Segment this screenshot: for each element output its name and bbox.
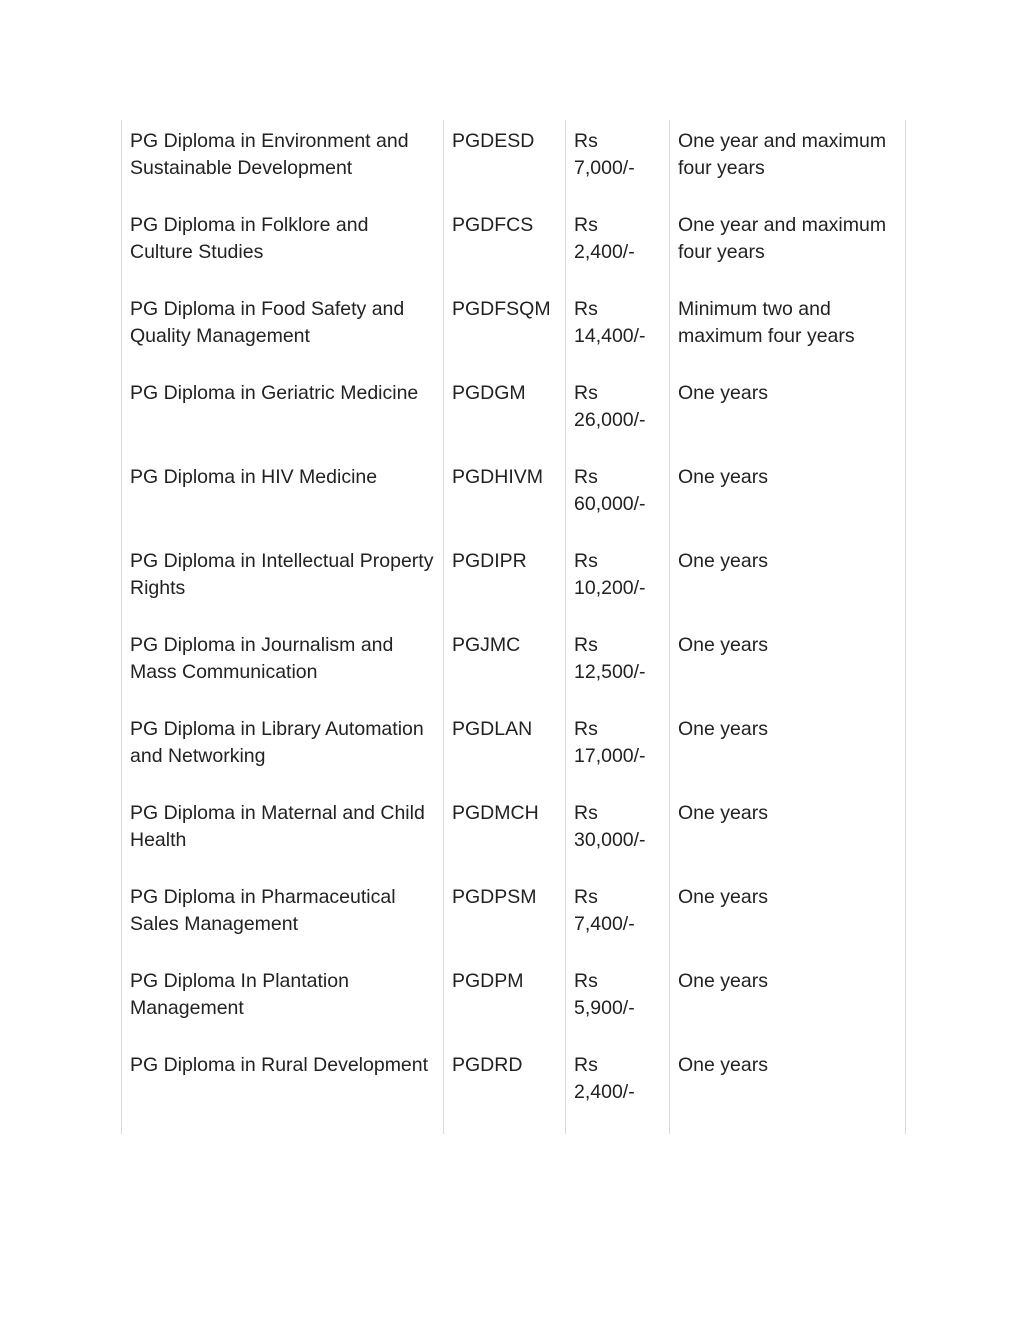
fee-amount: 10,200/- (574, 577, 646, 599)
table-row (122, 288, 906, 372)
fee-amount: 7,400/- (574, 913, 635, 935)
program-name (122, 204, 444, 288)
table-row (122, 876, 906, 960)
program-duration (670, 792, 906, 876)
program-name-text: PG Diploma in Pharmaceutical Sales Management (130, 886, 396, 935)
fee-currency: Rs (574, 886, 598, 908)
program-duration-text: One years (678, 970, 768, 992)
program-duration-text: One years (678, 466, 768, 488)
fee-currency: Rs (574, 802, 598, 824)
program-name-text: PG Diploma in Intellectual Property Rights (130, 550, 434, 599)
program-fee (566, 204, 670, 288)
program-duration (670, 960, 906, 1044)
program-duration (670, 204, 906, 288)
program-duration-text: One years (678, 634, 768, 656)
program-code (444, 456, 566, 540)
program-duration-text: One years (678, 718, 768, 740)
program-fee (566, 708, 670, 792)
program-duration-text: One years (678, 1054, 768, 1076)
program-fee (566, 1044, 670, 1134)
program-name (122, 540, 444, 624)
fee-amount: 26,000/- (574, 409, 646, 431)
program-duration (670, 624, 906, 708)
program-duration (670, 288, 906, 372)
program-name (122, 1044, 444, 1134)
program-duration-text: One years (678, 382, 768, 404)
table-row (122, 708, 906, 792)
fee-currency: Rs (574, 550, 598, 572)
table-row (122, 372, 906, 456)
program-name (122, 372, 444, 456)
program-name-text: PG Diploma in Journalism and Mass Communication (130, 634, 394, 683)
program-code-text: PGDIPR (452, 550, 527, 572)
fee-currency: Rs (574, 298, 598, 320)
table-row (122, 120, 906, 204)
program-fee (566, 960, 670, 1044)
fee-amount: 30,000/- (574, 829, 646, 851)
program-code (444, 624, 566, 708)
table-row (122, 1044, 906, 1134)
program-duration-text: One years (678, 886, 768, 908)
table-row (122, 624, 906, 708)
program-fee (566, 372, 670, 456)
program-code (444, 288, 566, 372)
program-code-text: PGJMC (452, 634, 521, 656)
program-code-text: PGDGM (452, 382, 526, 404)
program-duration (670, 456, 906, 540)
program-code-text: PGDFSQM (452, 298, 551, 320)
program-name-text: PG Diploma in Library Automation and Networking (130, 718, 424, 767)
fee-amount: 5,900/- (574, 997, 635, 1019)
program-name-text: PG Diploma in Geriatric Medicine (130, 382, 419, 404)
program-code (444, 204, 566, 288)
program-duration-text: One years (678, 802, 768, 824)
fee-currency: Rs (574, 970, 598, 992)
fee-currency: Rs (574, 214, 598, 236)
program-code-text: PGDHIVM (452, 466, 544, 488)
program-table (121, 120, 906, 1134)
program-code-text: PGDPM (452, 970, 524, 992)
program-name (122, 960, 444, 1044)
program-fee (566, 120, 670, 204)
program-name-text: PG Diploma In Plantation Management (130, 970, 349, 1019)
program-name (122, 288, 444, 372)
program-code-text: PGDPSM (452, 886, 537, 908)
table-row (122, 204, 906, 288)
table-row (122, 540, 906, 624)
program-fee (566, 876, 670, 960)
program-name (122, 708, 444, 792)
fee-amount: 60,000/- (574, 493, 646, 515)
fee-amount: 2,400/- (574, 241, 635, 263)
program-fee (566, 540, 670, 624)
program-code (444, 876, 566, 960)
program-code-text: PGDMCH (452, 802, 539, 824)
fee-amount: 2,400/- (574, 1081, 635, 1103)
program-code (444, 792, 566, 876)
fee-amount: 12,500/- (574, 661, 646, 683)
program-name-text: PG Diploma in Folklore and Culture Studies (130, 214, 369, 263)
program-duration (670, 540, 906, 624)
program-name (122, 876, 444, 960)
program-fee (566, 456, 670, 540)
program-duration (670, 120, 906, 204)
program-code (444, 708, 566, 792)
program-name (122, 120, 444, 204)
program-fee (566, 624, 670, 708)
fee-amount: 7,000/- (574, 157, 635, 179)
table-row (122, 960, 906, 1044)
fee-currency: Rs (574, 466, 598, 488)
program-duration (670, 372, 906, 456)
table-row (122, 792, 906, 876)
program-name-text: PG Diploma in Food Safety and Quality Management (130, 298, 405, 347)
fee-amount: 17,000/- (574, 745, 646, 767)
program-name-text: PG Diploma in Environment and Sustainable Development (130, 130, 409, 179)
fee-currency: Rs (574, 634, 598, 656)
program-fee (566, 792, 670, 876)
program-fee (566, 288, 670, 372)
program-duration (670, 1044, 906, 1134)
program-name-text: PG Diploma in Maternal and Child Health (130, 802, 425, 851)
program-code-text: PGDESD (452, 130, 535, 152)
program-duration (670, 708, 906, 792)
program-code (444, 120, 566, 204)
fee-currency: Rs (574, 382, 598, 404)
program-code-text: PGDLAN (452, 718, 533, 740)
program-code (444, 372, 566, 456)
fee-currency: Rs (574, 130, 598, 152)
program-code (444, 1044, 566, 1134)
program-duration-text: One year and maximum four years (678, 214, 887, 263)
table-row (122, 456, 906, 540)
program-code-text: PGDRD (452, 1054, 523, 1076)
program-name-text: PG Diploma in HIV Medicine (130, 466, 378, 488)
program-rows (122, 120, 906, 1134)
program-name (122, 792, 444, 876)
program-code (444, 960, 566, 1044)
fee-amount: 14,400/- (574, 325, 646, 347)
program-duration-text: One year and maximum four years (678, 130, 887, 179)
fee-currency: Rs (574, 1054, 598, 1076)
fee-currency: Rs (574, 718, 598, 740)
program-name (122, 624, 444, 708)
program-name-text: PG Diploma in Rural Development (130, 1054, 429, 1076)
program-duration-text: Minimum two and maximum four years (678, 298, 855, 347)
program-duration (670, 876, 906, 960)
program-duration-text: One years (678, 550, 768, 572)
program-code-text: PGDFCS (452, 214, 534, 236)
program-code (444, 540, 566, 624)
program-name (122, 456, 444, 540)
